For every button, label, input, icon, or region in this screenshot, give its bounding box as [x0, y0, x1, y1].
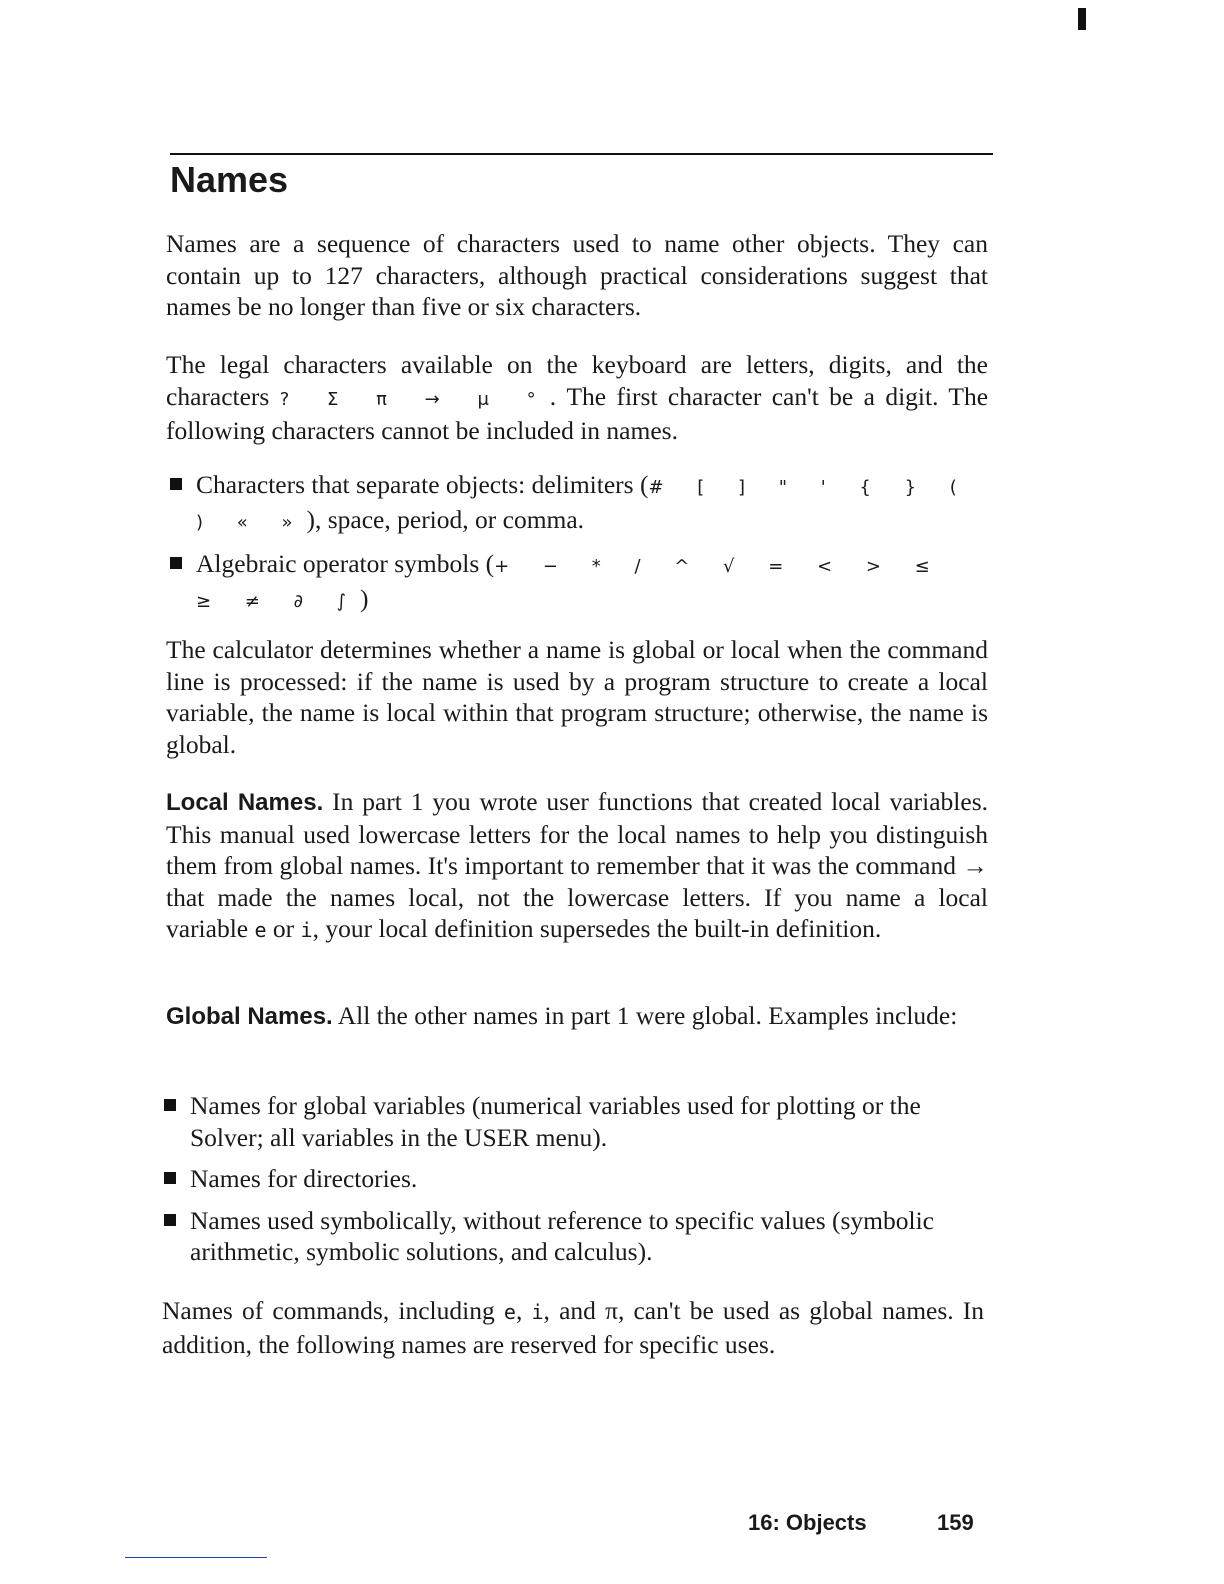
- delimiter-symbols: # [ ] " ' { } ( ) « »: [196, 477, 971, 533]
- intro-paragraph: Names are a sequence of characters used to name other objects. They can contain up to 127 characters, although practical considerations suggest that names be no longer than five or six characters.: [166, 229, 988, 321]
- bullet-icon: [170, 557, 182, 569]
- bullet-icon: [170, 478, 182, 490]
- local-var-e: e: [254, 918, 267, 942]
- example-text: Names used symbolically, without reference to specific values (symbolic arithmetic, symbolic solutions, and calculus).: [190, 1205, 934, 1266]
- local-names-text-2: that made the names local, not the lowercase letters. If you name a local variable: [166, 882, 988, 943]
- global-names-examples-list: [160, 1090, 970, 1278]
- legal-characters-text: The legal characters available on the keyboard are letters, digits, and the characters: [166, 350, 988, 411]
- command-pi: π: [605, 1296, 618, 1325]
- page-title: Names: [170, 159, 289, 200]
- local-names-text-1: In part 1 you wrote user functions that created local variables. This manual used lowercase letters for the local names to help you distinguish them from global names. It's important to remember that it was the command: [166, 787, 988, 880]
- global-names-text: All the other names in part 1 were global. Examples include:: [337, 1001, 958, 1030]
- closing-paragraph: Names of commands, including e, i, and π, can't be used as global names. In addition, the following names are reserved for specific uses.: [162, 1296, 985, 1359]
- heading-rule: [170, 153, 993, 155]
- legal-characters-symbols: ? Σ π → μ °: [279, 388, 550, 410]
- bullet-icon: [164, 1099, 176, 1111]
- legal-characters-paragraph: [166, 349, 988, 447]
- global-local-paragraph: The calculator determines whether a name is global or local when the command line is processed: if the name is used by a program structure to create a local variable, the name is local within that program structure; otherwise, the name is global.: [166, 635, 988, 759]
- command-i: i: [531, 1300, 544, 1324]
- global-names-paragraph: [166, 1000, 988, 1033]
- legal-characters-rest: . The first character can't be a digit. The following characters cannot be included in names.: [166, 381, 989, 445]
- list-item: [166, 548, 976, 617]
- footer-section-label: 16: Objects: [748, 1510, 867, 1535]
- command-e: e: [503, 1300, 516, 1324]
- list-item: [160, 1090, 970, 1153]
- example-text: Names for directories.: [190, 1164, 418, 1193]
- list-item: [160, 1205, 970, 1268]
- global-names-heading: Global Names.: [166, 1003, 333, 1030]
- page-edge-mark: [1078, 8, 1086, 30]
- closing-text-1: Names of commands, including: [162, 1296, 495, 1325]
- list-item: [166, 469, 976, 538]
- local-names-paragraph: [166, 786, 988, 947]
- closing-and: and: [559, 1296, 596, 1325]
- bullet-icon: [164, 1214, 176, 1226]
- page-number: 159: [937, 1510, 974, 1535]
- local-names-or: or: [272, 914, 295, 943]
- local-names-text-3: , your local definition supersedes the built-in definition.: [312, 914, 882, 943]
- delimiters-rest: ), space, period, or comma.: [306, 504, 585, 534]
- list-item: [160, 1163, 970, 1195]
- operators-rest: ): [360, 583, 369, 613]
- operators-text: Algebraic operator symbols (: [196, 549, 495, 578]
- delimiters-text: Characters that separate objects: delimiters (: [196, 470, 649, 499]
- closing-text-2: , can't be used as global names. In addition, the following names are reserved for specific uses.: [162, 1296, 985, 1359]
- example-text: Names for global variables (numerical variables used for plotting or the Solver; all variables in the USER menu).: [190, 1091, 921, 1152]
- excluded-characters-list: [166, 469, 976, 627]
- operator-symbols: + − * / ^ √ = < > ≤ ≥ ≠ ∂ ∫: [196, 556, 944, 612]
- bottom-scan-line: [125, 1557, 267, 1558]
- store-arrow-command: →: [962, 851, 988, 880]
- bullet-icon: [164, 1172, 176, 1184]
- local-names-heading: Local Names.: [166, 789, 324, 816]
- local-var-i: i: [300, 918, 313, 942]
